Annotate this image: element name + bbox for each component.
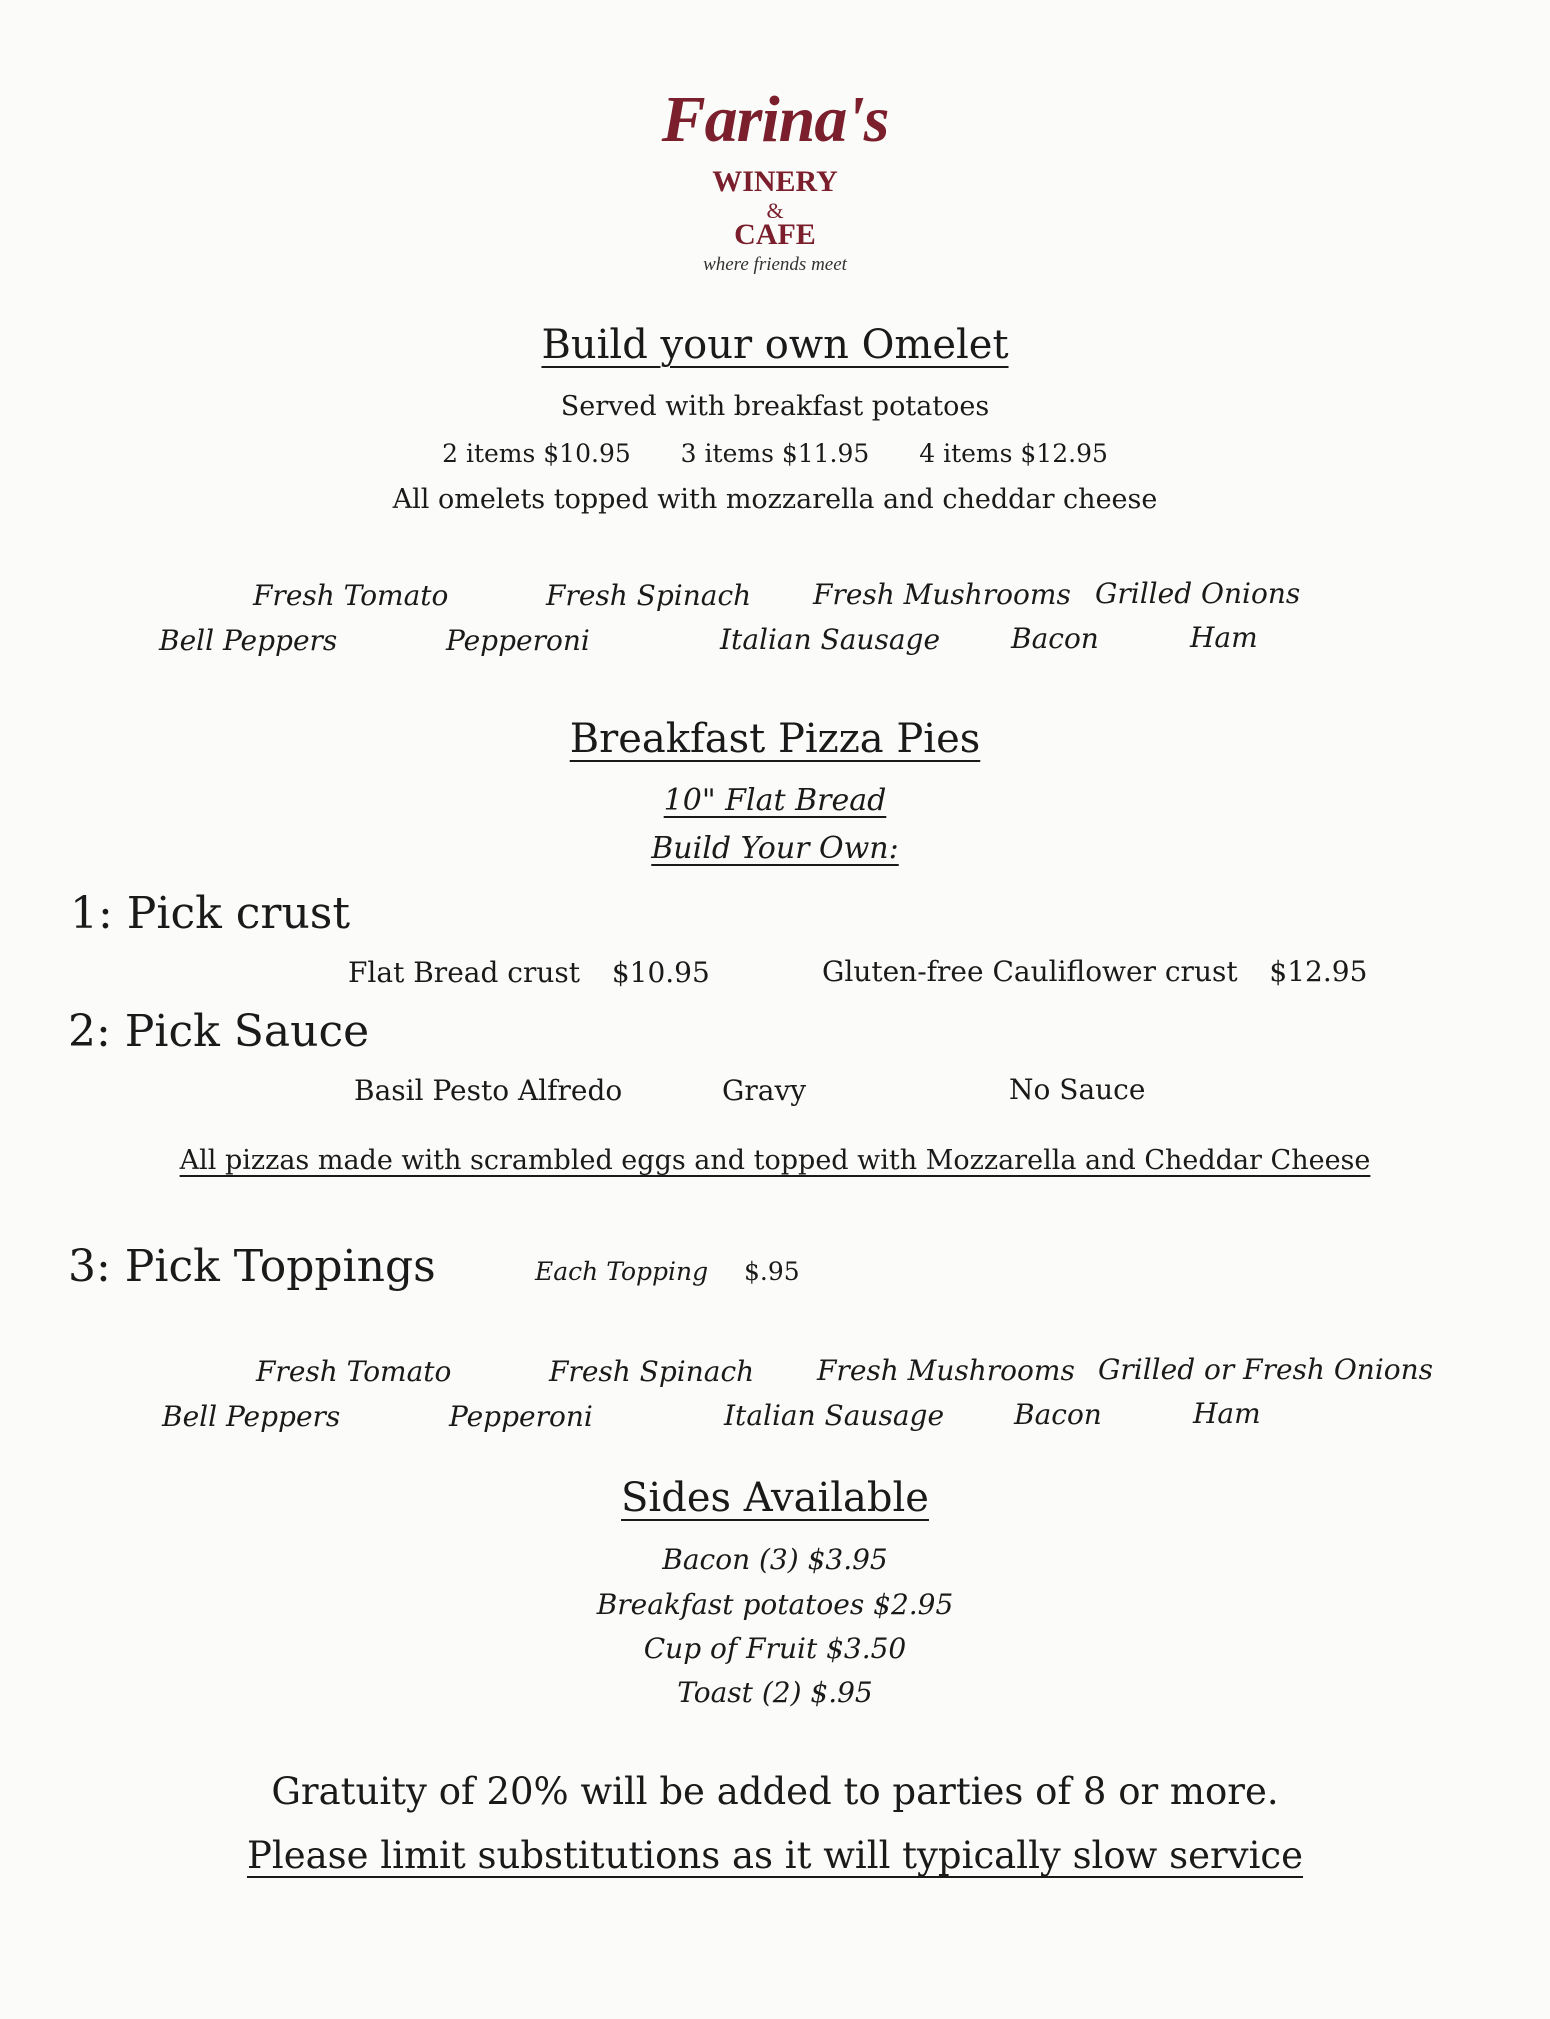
sides-title: Sides Available (621, 1475, 929, 1521)
side-item: Breakfast potatoes $2.95 (596, 1588, 954, 1621)
omelet-item: Italian Sausage (720, 623, 941, 656)
crust-flatbread (348, 956, 710, 989)
topping-item: Pepperoni (449, 1400, 593, 1433)
step-sauce-heading: 2: Pick Sauce (68, 1006, 370, 1057)
topping-price-label: Each Topping (535, 1257, 709, 1286)
omelet-item: Fresh Spinach (546, 579, 752, 612)
step-crust-heading: 1: Pick crust (70, 888, 351, 939)
omelet-title: Build your own Omelet (541, 322, 1009, 368)
topping-price-value: $.95 (744, 1257, 800, 1286)
omelet-prices (0, 439, 1550, 468)
omelet-topped: All omelets topped with mozzarella and cheddar cheese (392, 484, 1158, 515)
topping-item: Ham (1193, 1397, 1261, 1430)
gratuity-note: Gratuity of 20% will be added to parties of 8 or more. (271, 1770, 1279, 1813)
step-toppings-heading: 3: Pick Toppings (68, 1241, 436, 1292)
omelet-item: Ham (1190, 621, 1258, 654)
pizza-build: Build Your Own: (651, 831, 899, 866)
crust-cauliflower-label: Gluten-free Cauliflower crust (822, 955, 1238, 988)
topping-item: Grilled or Fresh Onions (1098, 1353, 1434, 1386)
substitution-note: Please limit substitutions as it will typically slow service (246, 1834, 1304, 1877)
logo-tagline: where friends meet (703, 254, 847, 275)
omelet-item: Pepperoni (446, 624, 590, 657)
sauce-option: Basil Pesto Alfredo (354, 1074, 623, 1107)
omelet-served: Served with breakfast potatoes (560, 391, 990, 422)
side-item: Bacon (3) $3.95 (662, 1543, 888, 1576)
omelet-item: Fresh Mushrooms (813, 578, 1071, 611)
pizza-flatbread: 10" Flat Bread (663, 783, 887, 818)
topping-item: Fresh Mushrooms (817, 1354, 1075, 1387)
omelet-item: Grilled Onions (1095, 577, 1301, 610)
logo-script: Farina's (661, 83, 889, 156)
omelet-item: Fresh Tomato (253, 579, 449, 612)
omelet-price-3: 3 items $11.95 (680, 439, 870, 468)
topping-item: Bell Peppers (162, 1400, 341, 1433)
logo-ampersand: & (766, 198, 784, 223)
omelet-price-2: 2 items $10.95 (442, 439, 631, 468)
topping-price (535, 1257, 800, 1286)
topping-item: Italian Sausage (724, 1399, 945, 1432)
pizza-note: All pizzas made with scrambled eggs and topped with Mozzarella and Cheddar Cheese (179, 1145, 1371, 1176)
crust-cauliflower (822, 955, 1367, 988)
omelet-item: Bell Peppers (159, 624, 338, 657)
side-item: Cup of Fruit $3.50 (643, 1632, 907, 1665)
omelet-price-4: 4 items $12.95 (919, 439, 1108, 468)
logo-winery: WINERY (712, 165, 838, 198)
crust-flatbread-price: $10.95 (611, 956, 710, 989)
pizza-title: Breakfast Pizza Pies (569, 716, 981, 762)
sauce-option: No Sauce (1009, 1073, 1146, 1106)
topping-item: Bacon (1014, 1398, 1102, 1431)
crust-flatbread-label: Flat Bread crust (348, 956, 580, 989)
side-item: Toast (2) $.95 (677, 1676, 873, 1709)
omelet-item: Bacon (1011, 622, 1099, 655)
topping-item: Fresh Spinach (549, 1355, 755, 1388)
logo-cafe: CAFE (734, 218, 816, 251)
crust-cauliflower-price: $12.95 (1269, 955, 1368, 988)
topping-item: Fresh Tomato (256, 1355, 452, 1388)
sauce-option: Gravy (722, 1074, 807, 1107)
